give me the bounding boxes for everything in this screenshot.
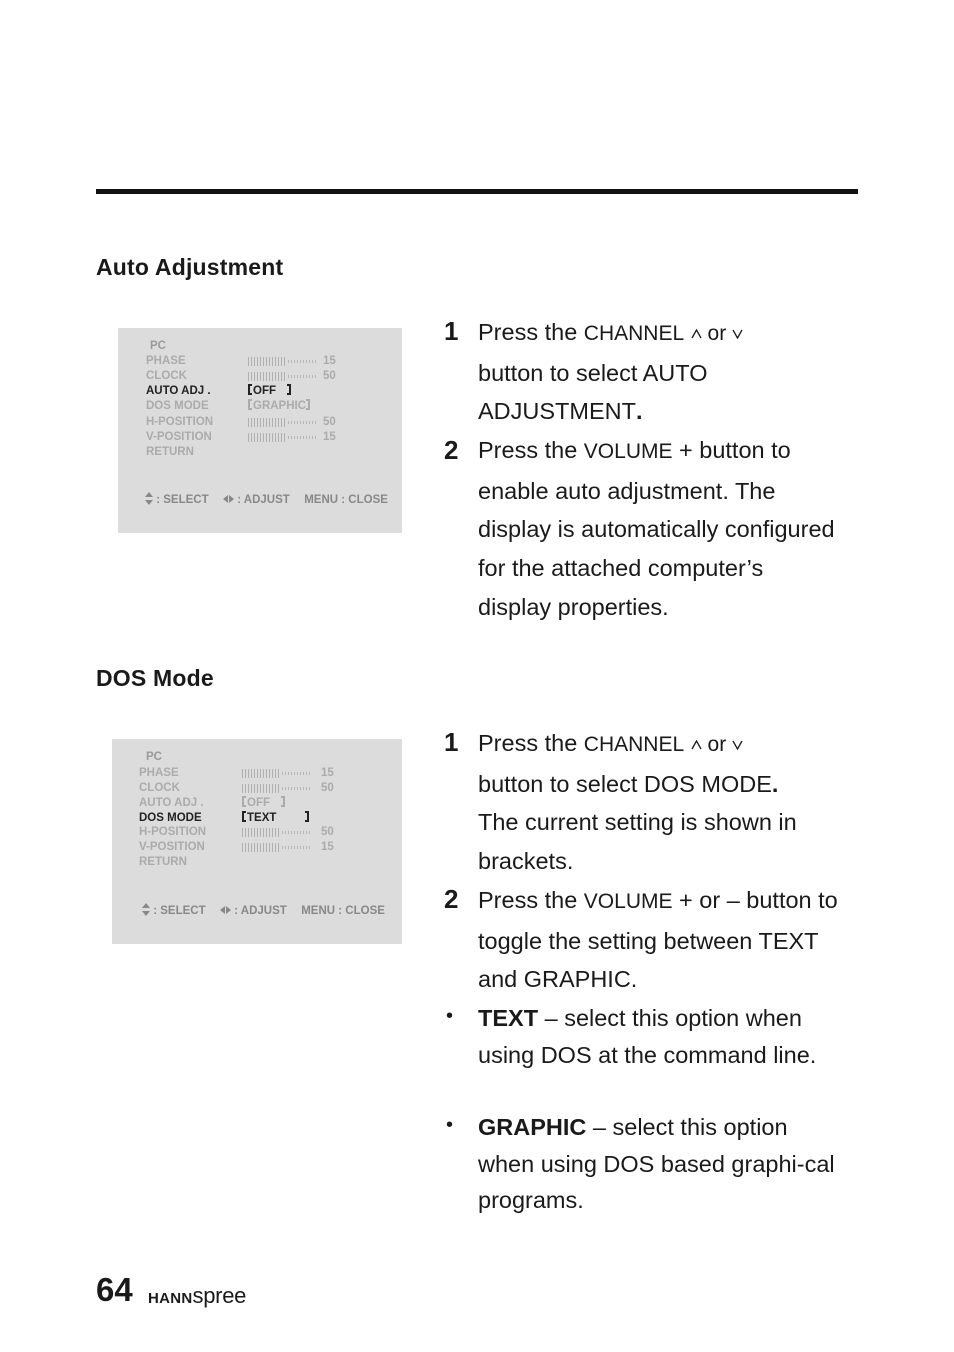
osd-bracket-value: OFF: [248, 384, 291, 398]
osd-label: PHASE: [139, 767, 179, 779]
osd-value: 50: [321, 782, 334, 794]
step-text: Press the VOLUME + button to enable auto adjustment. The display is automatically configured for the attached computer’s display properties.: [478, 437, 835, 620]
osd-value: 50: [323, 416, 336, 428]
osd-label: V-POSITION: [146, 431, 212, 443]
bullet-mark: •: [446, 1005, 454, 1027]
osd-slider-bar: [242, 828, 312, 837]
bullet-text: GRAPHIC – select this option when using DOS based graphi-cal programs.: [478, 1114, 835, 1213]
left-right-arrow-icon: [223, 495, 234, 503]
up-down-arrow-icon: [142, 903, 150, 916]
step-number: 1: [444, 316, 459, 346]
osd-header: PC: [150, 340, 166, 352]
top-rule: [96, 189, 858, 194]
osd-row-phase: [146, 354, 386, 368]
osd-label: PHASE: [146, 355, 186, 367]
step-number: 2: [444, 884, 459, 914]
page-number: 64: [96, 1271, 133, 1308]
osd-screenshot-auto-adjustment: [118, 328, 402, 533]
osd-value: 15: [321, 767, 334, 779]
up-down-arrow-icon: [145, 492, 153, 505]
osd-bracket-value: GRAPHIC: [248, 399, 310, 413]
osd-bracket-value: TEXT: [242, 811, 309, 825]
down-arrow-icon: [732, 329, 743, 339]
osd-label: CLOCK: [139, 782, 180, 794]
osd-row-auto-adj: [139, 796, 379, 810]
osd-label: AUTO ADJ .: [139, 797, 204, 809]
osd-footer: : SELECT : ADJUST MENU : CLOSE: [142, 903, 385, 917]
osd-row-dos-mode: [146, 399, 386, 413]
step-text: Press the CHANNEL or button to select DOS MODE. The current setting is shown in brackets.: [478, 730, 797, 875]
up-arrow-icon: [691, 329, 702, 339]
osd-row-clock: [146, 369, 386, 383]
section-title-auto-adjustment: Auto Adjustment: [96, 254, 284, 280]
osd-row-phase: [139, 766, 379, 780]
osd-slider-bar: [248, 418, 318, 427]
osd-row-v-position: [146, 430, 386, 444]
osd-row-return: RETURN: [146, 446, 194, 458]
osd-slider-bar: [242, 843, 312, 852]
left-right-arrow-icon: [220, 906, 231, 914]
osd-row-v-position: [139, 840, 379, 854]
section-title-dos-mode: DOS Mode: [96, 665, 214, 691]
step-number: 1: [444, 727, 459, 757]
step-text: Press the CHANNEL or button to select AUTO ADJUSTMENT.: [478, 313, 858, 431]
osd-slider-bar: [248, 357, 318, 366]
osd-slider-bar: [248, 433, 318, 442]
osd-slider-bar: [242, 784, 312, 793]
osd-row-h-position: [139, 825, 379, 839]
osd-label: H-POSITION: [146, 416, 214, 428]
up-arrow-icon: [691, 740, 702, 750]
brand-logo: HANNspree: [148, 1283, 247, 1308]
osd-row-return: RETURN: [139, 856, 187, 868]
osd-row-auto-adj-selected: [146, 384, 386, 398]
bullet-text: TEXT – select this option when using DOS at the command line.: [478, 1005, 817, 1068]
osd-bracket-value: OFF: [242, 796, 285, 810]
osd-footer: : SELECT : ADJUST MENU : CLOSE: [145, 492, 388, 506]
osd-value: 50: [321, 826, 334, 838]
osd-label: AUTO ADJ .: [146, 385, 211, 397]
osd-value: 15: [321, 841, 334, 853]
bullet-mark: •: [446, 1114, 454, 1136]
osd-row-h-position: [146, 415, 386, 429]
step-text: Press the VOLUME + or – button to toggle the setting between TEXT and GRAPHIC.: [478, 887, 838, 993]
osd-row-clock: [139, 781, 379, 795]
osd-label: CLOCK: [146, 370, 187, 382]
osd-screenshot-dos-mode: [112, 739, 402, 944]
down-arrow-icon: [732, 740, 743, 750]
osd-value: 50: [323, 370, 336, 382]
osd-row-dos-mode-selected: [139, 811, 379, 825]
osd-header: PC: [146, 751, 162, 763]
osd-slider-bar: [242, 769, 312, 778]
step-number: 2: [444, 435, 459, 465]
osd-value: 15: [323, 355, 336, 367]
osd-slider-bar: [248, 372, 318, 381]
osd-label: V-POSITION: [139, 841, 205, 853]
osd-label: DOS MODE: [146, 400, 209, 412]
osd-value: 15: [323, 431, 336, 443]
osd-label: DOS MODE: [139, 812, 202, 824]
osd-label: H-POSITION: [139, 826, 207, 838]
